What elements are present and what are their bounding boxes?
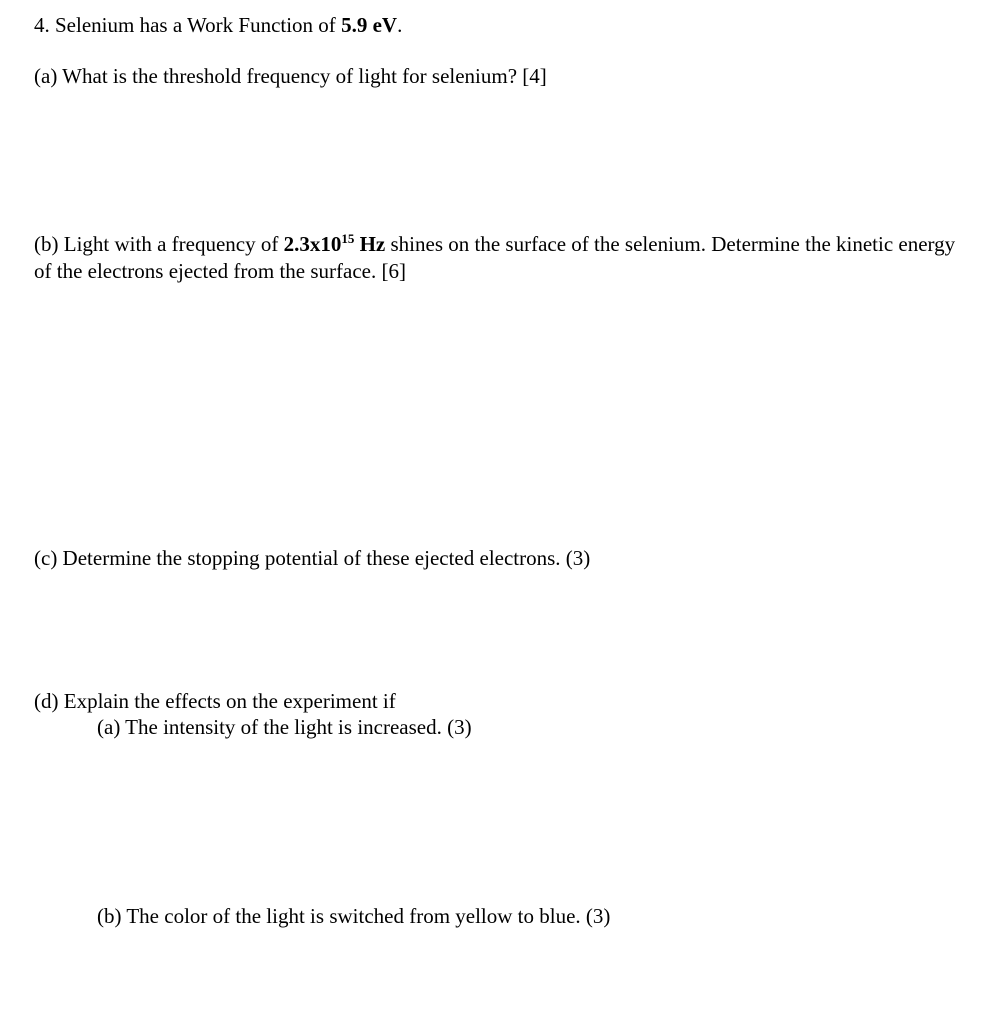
part-d-question: (d) Explain the effects on the experiment if (34, 689, 396, 713)
frequency-unit: Hz (354, 232, 386, 256)
part-a-question: (a) What is the threshold frequency of light for selenium? [4] (34, 64, 547, 88)
part-b-prefix: (b) Light with a frequency of (34, 232, 284, 256)
part-b-question-line1 (34, 231, 955, 257)
part-c-question: (c) Determine the stopping potential of these ejected electrons. (3) (34, 546, 591, 570)
question-4-intro (34, 12, 402, 38)
part-d-sub-a: (a) The intensity of the light is increased. (3) (97, 715, 472, 739)
part-d-sub-b: (b) The color of the light is switched from yellow to blue. (3) (97, 904, 611, 928)
part-b-suffix: shines on the surface of the selenium. Determine the kinetic energy (385, 232, 956, 256)
work-function-value: 5.9 eV (341, 13, 398, 37)
part-b-question-line2: of the electrons ejected from the surface. [6] (34, 259, 406, 283)
intro-prefix: 4. Selenium has a Work Function of (34, 13, 342, 37)
frequency-exponent: 15 (341, 231, 355, 246)
frequency-base: 2.3x10 (283, 232, 342, 256)
intro-suffix: . (397, 13, 403, 37)
